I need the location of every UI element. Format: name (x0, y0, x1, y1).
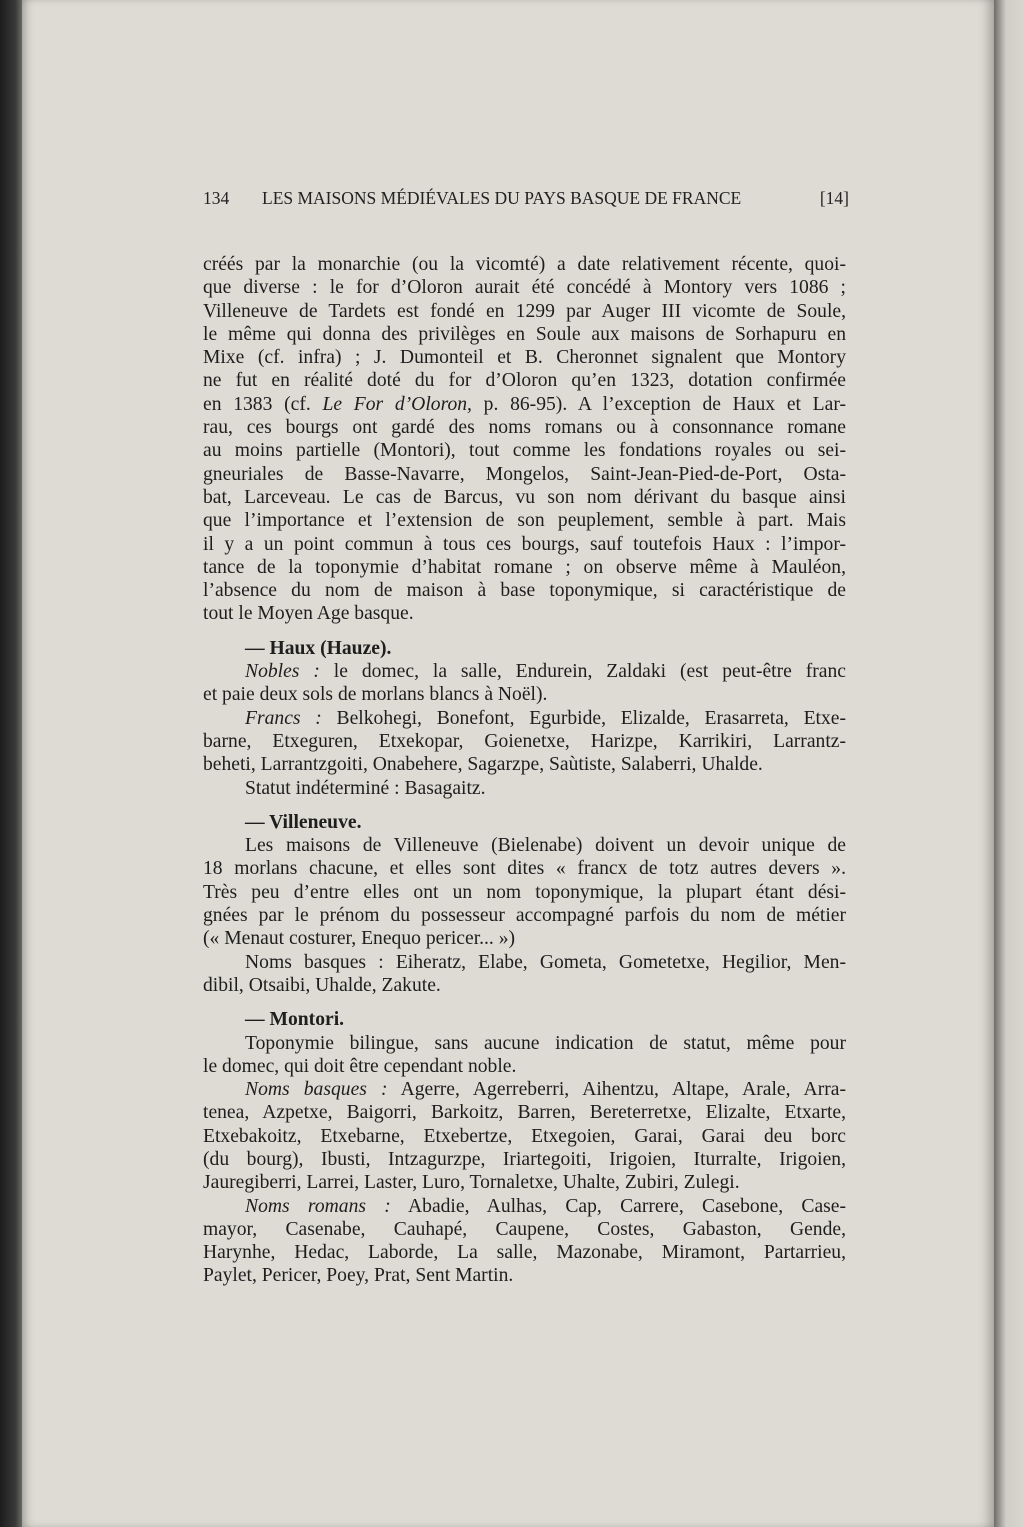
text-line (203, 1148, 846, 1171)
text-run: p. 86-95). A l’exception de Haux et Lar- (471, 393, 846, 415)
italic-text: Le For d’Oloron, (322, 393, 472, 415)
text-line (203, 857, 846, 880)
text-run: bat, Larceveau. Le cas de Barcus, vu son nom dérivant du basque ainsi (203, 486, 846, 508)
document-body (203, 253, 846, 1288)
italic-text: Francs : (245, 707, 322, 729)
text-run: Les maisons de Villeneuve (Bielenabe) doivent un devoir unique de (245, 835, 846, 857)
text-run: (« Menaut costurer, Enequo pericer... ») (203, 928, 516, 950)
text-line (203, 393, 846, 416)
text-line (203, 1218, 846, 1241)
running-title: LES MAISONS MÉDIÉVALES DU PAYS BASQUE DE FRANCE (262, 188, 742, 208)
text-line (203, 602, 846, 625)
text-line (203, 369, 846, 392)
paragraph (203, 1078, 846, 1194)
text-line (203, 777, 846, 800)
text-line (203, 1241, 846, 1264)
text-line (203, 1264, 846, 1287)
text-run: et paie deux sols de morlans blancs à Noël). (203, 684, 548, 706)
text-line (203, 683, 846, 706)
italic-text: Nobles : (245, 661, 320, 683)
text-run: que l’importance et l’extension de son peuplement, semble à part. Mais (203, 510, 846, 532)
text-run: Agerre, Agerreberri, Aihentzu, Altape, Arale, Arra- (387, 1079, 846, 1101)
text-line (203, 300, 846, 323)
text-run: (du bourg), Ibusti, Intzagurzpe, Iriartegoiti, Irigoien, Iturralte, Irigoien, (203, 1148, 846, 1170)
text-line (203, 753, 846, 776)
text-line (203, 1195, 846, 1218)
text-line (203, 509, 846, 532)
paragraph (203, 1195, 846, 1288)
paragraph (203, 777, 846, 800)
italic-text: Noms romans : (245, 1195, 391, 1217)
text-run: tenea, Azpetxe, Baigorri, Barkoitz, Barren, Bereterretxe, Elizalte, Etxarte, (203, 1102, 846, 1124)
book-binding-edge (0, 0, 22, 1527)
text-line (203, 904, 846, 927)
text-run: Harynhe, Hedac, Laborde, La salle, Mazonabe, Miramont, Partarrieu, (203, 1242, 846, 1264)
text-run: que diverse : le for d’Oloron aurait été concédé à Montory vers 1086 ; (203, 277, 846, 299)
text-run: le même qui donna des privilèges en Soule aux maisons de Sorhapuru en (203, 323, 846, 345)
text-run: Belkohegi, Bonefont, Egurbide, Elizalde, Erasarreta, Etxe- (321, 707, 846, 729)
text-line (203, 439, 846, 462)
text-run: tout le Moyen Age basque. (203, 603, 414, 625)
paragraph (203, 1032, 846, 1079)
text-run: gnées par le prénom du possesseur accompagné parfois du nom de métier (203, 905, 846, 927)
paragraph (203, 834, 846, 950)
paragraph (203, 951, 846, 998)
text-line (203, 927, 846, 950)
text-line (203, 463, 846, 486)
text-line (203, 951, 846, 974)
text-run: Abadie, Aulhas, Cap, Carrere, Casebone, Case- (390, 1195, 846, 1217)
text-run: Mixe (cf. infra) ; J. Dumonteil et B. Cheronnet signalent que Montory (203, 347, 846, 369)
text-run: dibil, Otsaibi, Uhalde, Zakute. (203, 974, 441, 996)
text-run: Paylet, Pericer, Poey, Prat, Sent Martin. (203, 1265, 514, 1287)
text-run: mayor, Casenabe, Cauhapé, Caupene, Costes, Gabaston, Gende, (203, 1218, 846, 1240)
text-run: en 1383 (cf. (203, 393, 323, 415)
text-run: Statut indéterminé : Basagaitz. (245, 777, 486, 799)
text-run: Jauregiberri, Larrei, Laster, Luro, Tornaletxe, Uhalte, Zubiri, Zulegi. (203, 1172, 740, 1194)
text-run: ne fut en réalité doté du for d’Oloron qu’en 1323, dotation confirmée (203, 370, 846, 392)
text-line (203, 974, 846, 997)
text-run: gneuriales de Basse-Navarre, Mongelos, Saint-Jean-Pied-de-Port, Osta- (203, 463, 846, 485)
text-run: l’absence du nom de maison à base toponymique, si caractéristique de (203, 580, 846, 602)
section-heading: — Haux (Hauze). (245, 637, 392, 659)
text-run: barne, Etxeguren, Etxekopar, Goienetxe, Harizpe, Karrikiri, Larrantz- (203, 730, 846, 752)
section-heading: — Montori. (245, 1009, 345, 1031)
text-run: le domec, la salle, Endurein, Zaldaki (est peut-être franc (319, 661, 846, 683)
text-line (203, 346, 846, 369)
text-run: 18 morlans chacune, et elles sont dites « francx de totz autres devers ». (203, 858, 846, 880)
text-line (203, 1125, 846, 1148)
italic-text: Noms basques : (245, 1079, 388, 1101)
running-header (203, 188, 849, 209)
text-line (203, 253, 846, 276)
text-line (203, 533, 846, 556)
text-line (203, 1055, 846, 1078)
text-line (203, 1171, 846, 1194)
text-line (203, 323, 846, 346)
text-line (203, 1032, 846, 1055)
text-line (203, 579, 846, 602)
text-line (203, 834, 846, 857)
text-run: Très peu d’entre elles ont un nom toponymique, la plupart étant dési- (203, 881, 846, 903)
text-line (203, 707, 846, 730)
text-line (203, 660, 846, 683)
paragraph (203, 660, 846, 707)
section-reference: [14] (819, 188, 849, 208)
text-line (203, 881, 846, 904)
text-line (203, 730, 846, 753)
text-line (203, 1078, 846, 1101)
text-run: rau, ces bourgs ont gardé des noms romans ou à consonnance romane (203, 417, 846, 439)
text-run: au moins partielle (Montori), tout comme les fondations royales ou sei- (203, 440, 846, 462)
text-run: Toponymie bilingue, sans aucune indication de statut, même pour (245, 1032, 846, 1054)
paragraph (203, 253, 846, 626)
section-heading: — Villeneuve. (245, 811, 362, 833)
paragraph (203, 707, 846, 777)
text-run: créés par la monarchie (ou la vicomté) a date relativement récente, quoi- (203, 254, 846, 275)
text-run: Noms basques : Eiheratz, Elabe, Gometa, Gometetxe, Hegilior, Men- (245, 951, 846, 973)
text-run: il y a un point commun à tous ces bourgs, sauf toutefois Haux : l’impor- (203, 533, 846, 555)
text-line (203, 486, 846, 509)
text-line (203, 276, 846, 299)
text-run: Villeneuve de Tardets est fondé en 1299 par Auger III vicomte de Soule, (203, 300, 846, 322)
text-run: tance de la toponymie d’habitat romane ; on observe même à Mauléon, (203, 556, 846, 578)
text-run: le domec, qui doit être cependant noble. (203, 1055, 517, 1077)
text-line (203, 416, 846, 439)
facing-page-edge (994, 0, 1024, 1527)
page-number: 134 (203, 188, 230, 208)
text-line (203, 556, 846, 579)
text-run: Etxebakoitz, Etxebarne, Etxebertze, Etxegoien, Garai, Garai deu borc (203, 1125, 846, 1147)
text-run: beheti, Larrantzgoiti, Onabehere, Sagarzpe, Saùtiste, Salaberri, Uhalde. (203, 754, 763, 776)
text-line (203, 1101, 846, 1124)
